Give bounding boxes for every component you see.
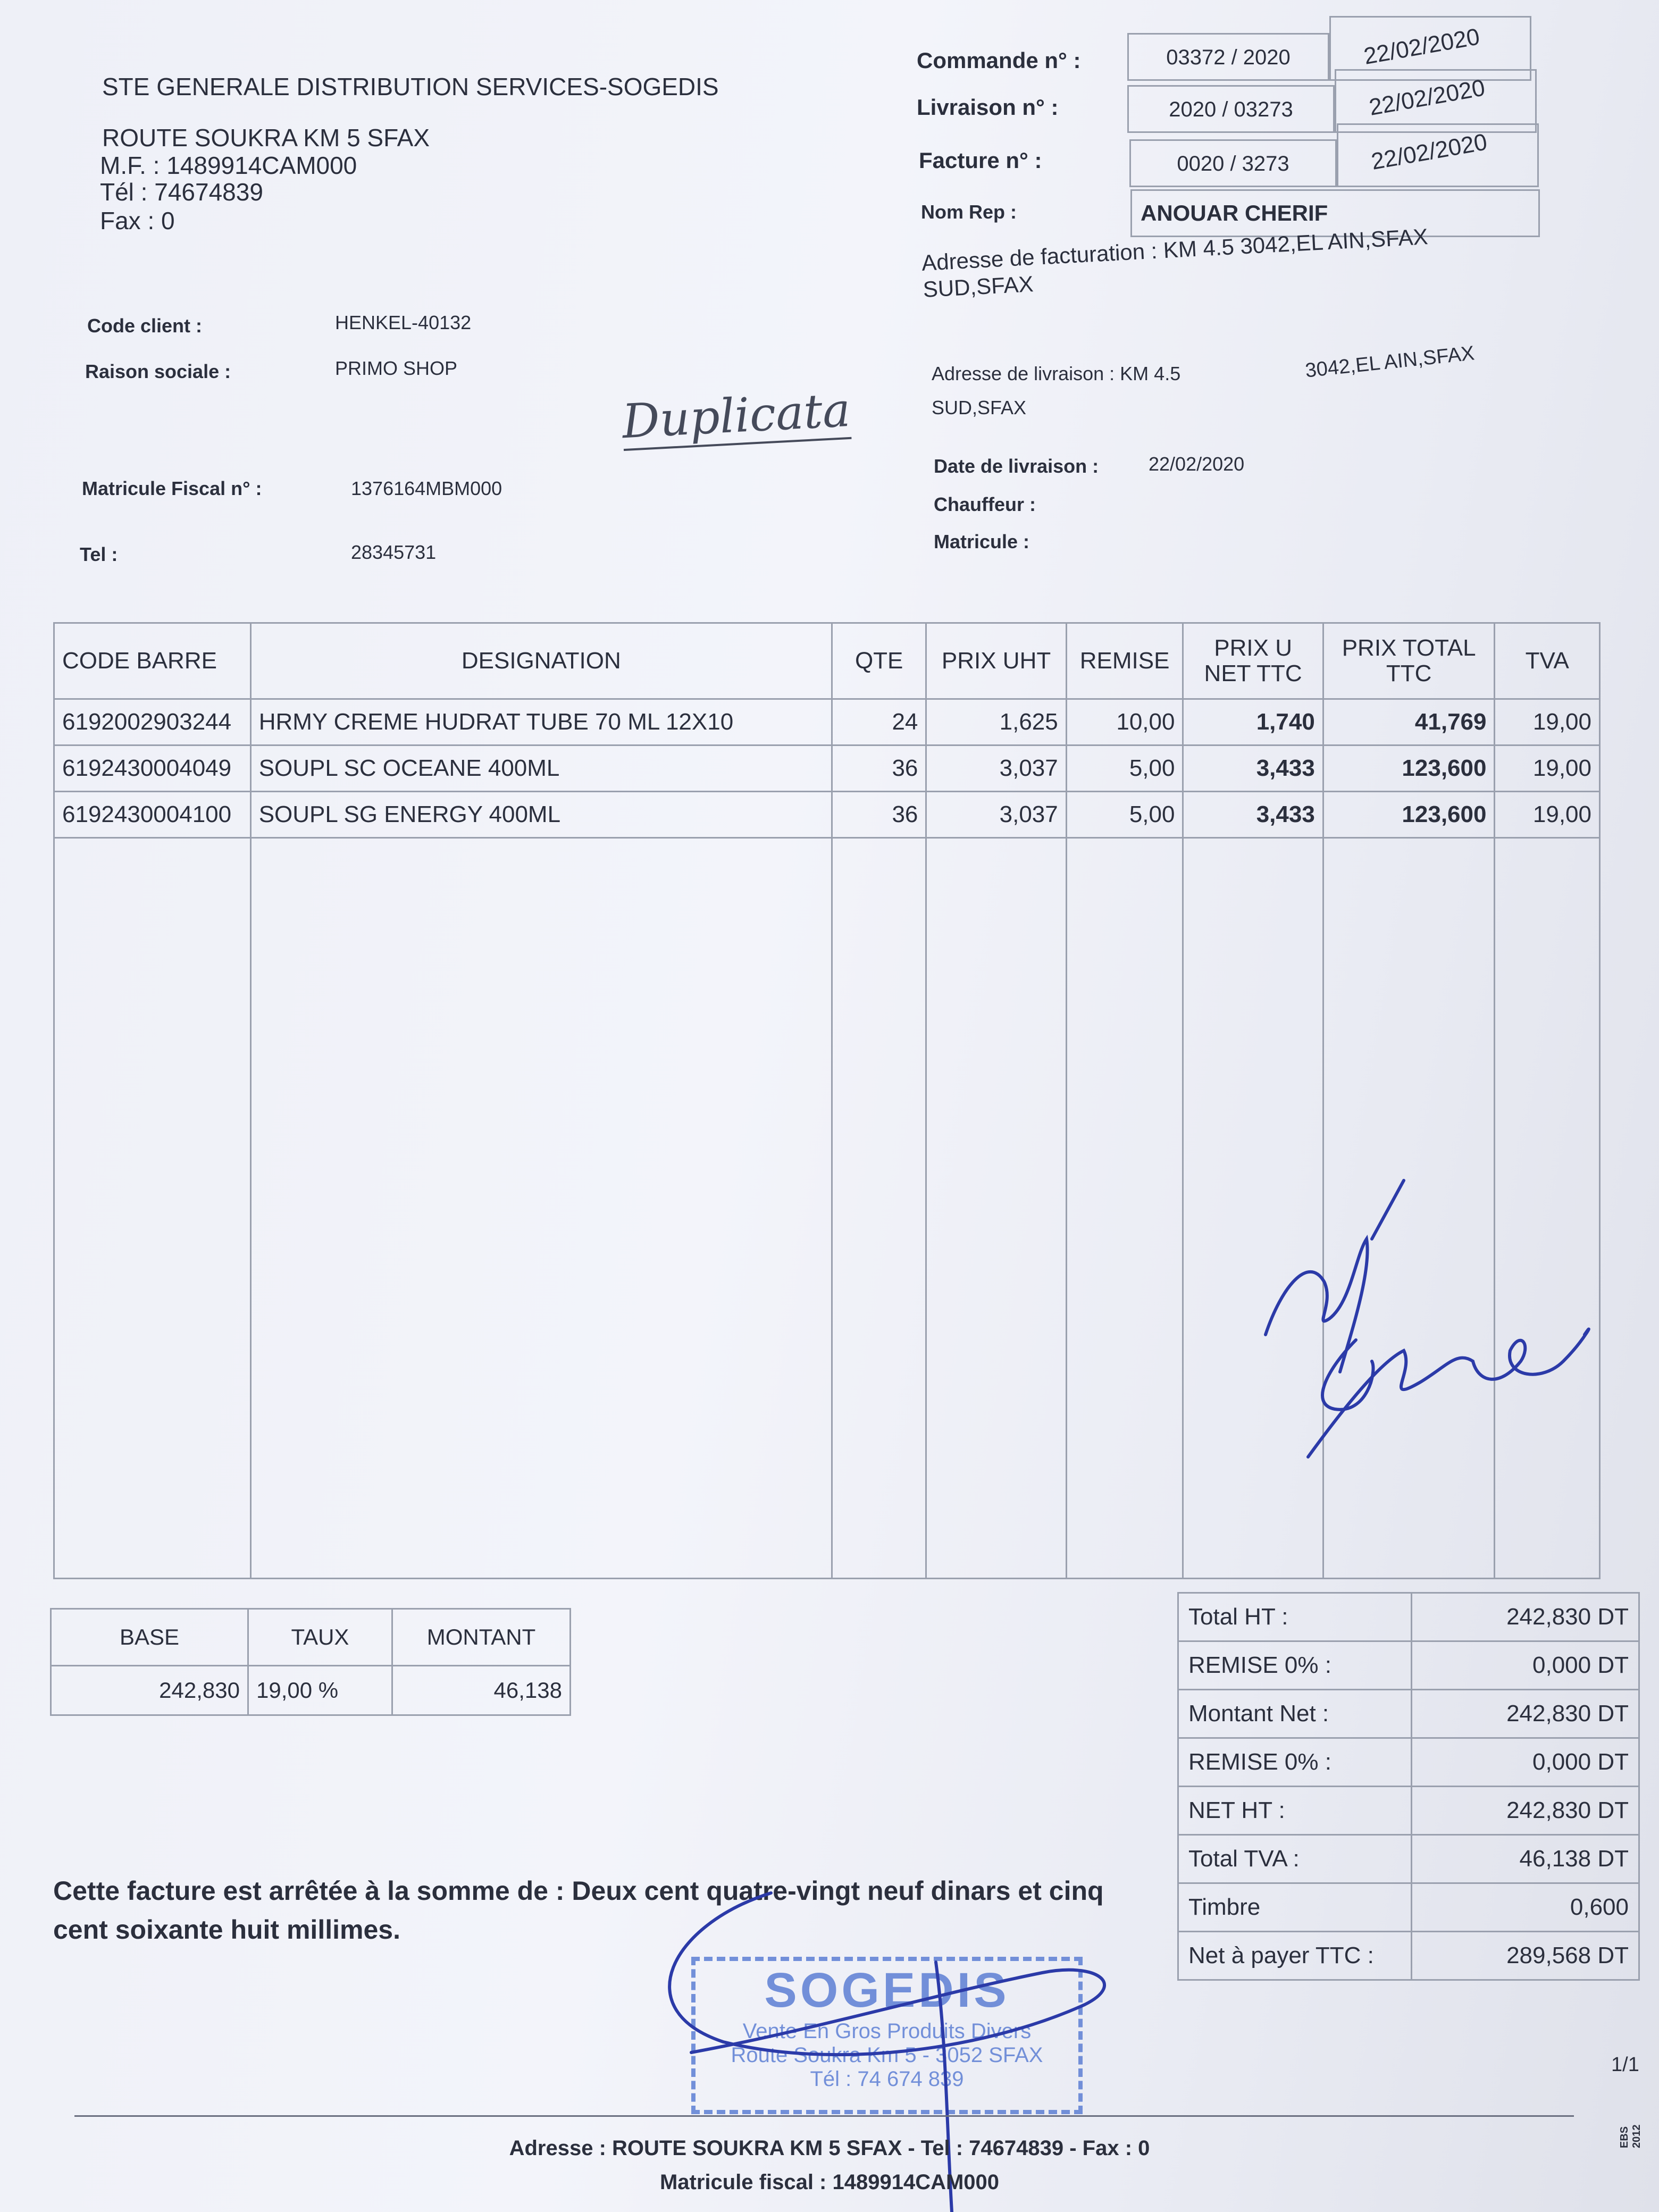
cell-prix-total: 123,600	[1323, 792, 1495, 838]
cell-prix-uht: 3,037	[926, 745, 1066, 792]
stamp-name: SOGEDIS	[764, 1963, 1010, 2017]
page-number: 1/1	[1611, 2054, 1639, 2076]
company-mf: M.F. : 1489914CAM000	[100, 152, 357, 179]
facture-number-box	[1129, 139, 1337, 187]
adresse-facturation: Adresse de facturation : KM 4.5 3042,EL AIN,SFAX SUD,SFAX	[921, 224, 1429, 303]
cell-prix-total: 41,769	[1323, 699, 1495, 745]
livraison-date: 22/02/2020	[1367, 74, 1487, 121]
total-label: Timbre	[1178, 1883, 1412, 1932]
total-row	[1178, 1787, 1639, 1835]
chauffeur-label: Chauffeur :	[934, 493, 1036, 515]
livraison-number-box	[1127, 85, 1335, 133]
stamp-line3: Tél : 74 674 839	[810, 2067, 964, 2091]
table-row	[54, 699, 1600, 745]
cell-qte: 24	[832, 699, 926, 745]
amount-in-words: Cette facture est arrêtée à la somme de : Deux cent quatre-vingt neuf dinars et cinq cent soixante huit millimes.	[53, 1876, 1104, 1945]
date-livraison-label: Date de livraison :	[934, 455, 1099, 477]
total-value: 242,830 DT	[1412, 1690, 1639, 1738]
tva-montant: 46,138	[392, 1666, 571, 1715]
company-fax: Fax : 0	[100, 207, 175, 234]
footer-address: Adresse : ROUTE SOUKRA KM 5 SFAX - Tel : 74674839 - Fax : 0	[509, 2136, 1150, 2160]
cell-code: 6192430004049	[54, 745, 251, 792]
side-code: EBS 2012	[1619, 2124, 1643, 2148]
tva-col-taux: TAUX	[248, 1609, 392, 1666]
matricule-fiscal: 1376164MBM000	[351, 477, 502, 499]
footer-matricule: Matricule fiscal : 1489914CAM000	[659, 2171, 1000, 2194]
company-address: ROUTE SOUKRA KM 5 SFAX	[102, 124, 430, 152]
tva-col-montant: MONTANT	[392, 1609, 571, 1666]
total-label: Total TVA :	[1178, 1835, 1412, 1883]
rep-label: Nom Rep :	[921, 201, 1017, 223]
total-label: NET HT :	[1178, 1787, 1412, 1835]
total-value: 289,568 DT	[1412, 1932, 1639, 1980]
col-tva: TVA	[1495, 623, 1600, 699]
livraison-label: Livraison n° :	[917, 95, 1059, 120]
total-row	[1178, 1738, 1639, 1787]
adresse-livraison-city: 3042,EL AIN,SFAX	[1304, 342, 1476, 382]
cell-tva: 19,00	[1495, 745, 1600, 792]
cell-prix-uht: 1,625	[926, 699, 1066, 745]
commande-number-box	[1127, 33, 1329, 81]
total-value: 0,600	[1412, 1883, 1639, 1932]
col-code-barre: CODE BARRE	[54, 623, 251, 699]
total-label: REMISE 0% :	[1178, 1641, 1412, 1690]
tva-col-base: BASE	[51, 1609, 248, 1666]
facture-number: 0020 / 3273	[1177, 152, 1289, 175]
livraison-number: 2020 / 03273	[1169, 98, 1293, 121]
total-row	[1178, 1883, 1639, 1932]
col-prix-uht: PRIX UHT	[926, 623, 1066, 699]
footer-divider	[74, 2115, 1574, 2117]
raison-sociale-label: Raison sociale :	[85, 361, 231, 382]
cell-qte: 36	[832, 792, 926, 838]
total-row	[1178, 1593, 1639, 1641]
cell-remise: 5,00	[1066, 745, 1183, 792]
code-client: HENKEL-40132	[335, 312, 472, 333]
col-remise: REMISE	[1066, 623, 1183, 699]
signature	[1244, 1159, 1648, 1489]
total-row-net	[1178, 1932, 1639, 1980]
cell-prix-total: 123,600	[1323, 745, 1495, 792]
total-value: 242,830 DT	[1412, 1787, 1639, 1835]
col-prix-u-net: PRIX U NET TTC	[1183, 623, 1323, 699]
adresse-livraison-label: Adresse de livraison : KM 4.5	[932, 363, 1181, 384]
cell-prix-u-net: 3,433	[1183, 745, 1323, 792]
total-value: 46,138 DT	[1412, 1835, 1639, 1883]
col-prix-total: PRIX TOTAL TTC	[1323, 623, 1495, 699]
cell-designation: HRMY CREME HUDRAT TUBE 70 ML 12X10	[250, 699, 832, 745]
total-row	[1178, 1835, 1639, 1883]
stamp-line2: Route Soukra Km 5 - 3052 SFAX	[731, 2043, 1043, 2067]
facture-label: Facture n° :	[919, 148, 1042, 173]
table-row	[54, 792, 1600, 838]
commande-number: 03372 / 2020	[1166, 46, 1291, 69]
rep-name: ANOUAR CHERIF	[1141, 200, 1328, 225]
raison-sociale: PRIMO SHOP	[335, 357, 458, 379]
total-row	[1178, 1690, 1639, 1738]
total-value: 0,000 DT	[1412, 1641, 1639, 1690]
company-name: STE GENERALE DISTRIBUTION SERVICES-SOGEDIS	[102, 73, 719, 100]
tva-row	[51, 1666, 571, 1715]
matricule-label: Matricule :	[934, 531, 1030, 552]
cell-qte: 36	[832, 745, 926, 792]
total-label: Montant Net :	[1178, 1690, 1412, 1738]
cell-prix-u-net: 1,740	[1183, 699, 1323, 745]
cell-tva: 19,00	[1495, 699, 1600, 745]
tva-taux: 19,00 %	[248, 1666, 392, 1715]
company-tel: Tél : 74674839	[100, 178, 263, 206]
total-value: 242,830 DT	[1412, 1593, 1639, 1641]
tva-table	[50, 1608, 571, 1716]
facture-date: 22/02/2020	[1369, 129, 1489, 175]
items-header-row	[54, 623, 1600, 699]
adresse-livraison-line2: SUD,SFAX	[932, 397, 1027, 418]
total-label: Net à payer TTC :	[1178, 1932, 1412, 1980]
cell-remise: 5,00	[1066, 792, 1183, 838]
cell-prix-uht: 3,037	[926, 792, 1066, 838]
commande-label: Commande n° :	[917, 48, 1081, 73]
duplicata-handwritten: Duplicata	[621, 382, 851, 451]
cell-designation: SOUPL SG ENERGY 400ML	[250, 792, 832, 838]
cell-designation: SOUPL SC OCEANE 400ML	[250, 745, 832, 792]
total-label: REMISE 0% :	[1178, 1738, 1412, 1787]
code-client-label: Code client :	[87, 315, 203, 337]
cell-code: 6192430004100	[54, 792, 251, 838]
cell-code: 6192002903244	[54, 699, 251, 745]
commande-date: 22/02/2020	[1362, 23, 1482, 70]
table-row	[54, 745, 1600, 792]
stamp-signature-scribble	[606, 1882, 1127, 2212]
client-tel: 28345731	[351, 541, 437, 563]
totals-table	[1177, 1592, 1640, 1981]
tva-base: 242,830	[51, 1666, 248, 1715]
tva-header-row	[51, 1609, 571, 1666]
date-livraison: 22/02/2020	[1149, 453, 1245, 475]
client-tel-label: Tel :	[80, 543, 118, 565]
total-label: Total HT :	[1178, 1593, 1412, 1641]
facture-date-box	[1337, 123, 1539, 187]
stamp-line1: Vente En Gros Produits Divers	[742, 2020, 1032, 2043]
cell-remise: 10,00	[1066, 699, 1183, 745]
total-row	[1178, 1641, 1639, 1690]
total-value: 0,000 DT	[1412, 1738, 1639, 1787]
col-qte: QTE	[832, 623, 926, 699]
cell-prix-u-net: 3,433	[1183, 792, 1323, 838]
col-designation: DESIGNATION	[250, 623, 832, 699]
cell-tva: 19,00	[1495, 792, 1600, 838]
matricule-fiscal-label: Matricule Fiscal n° :	[82, 477, 262, 499]
